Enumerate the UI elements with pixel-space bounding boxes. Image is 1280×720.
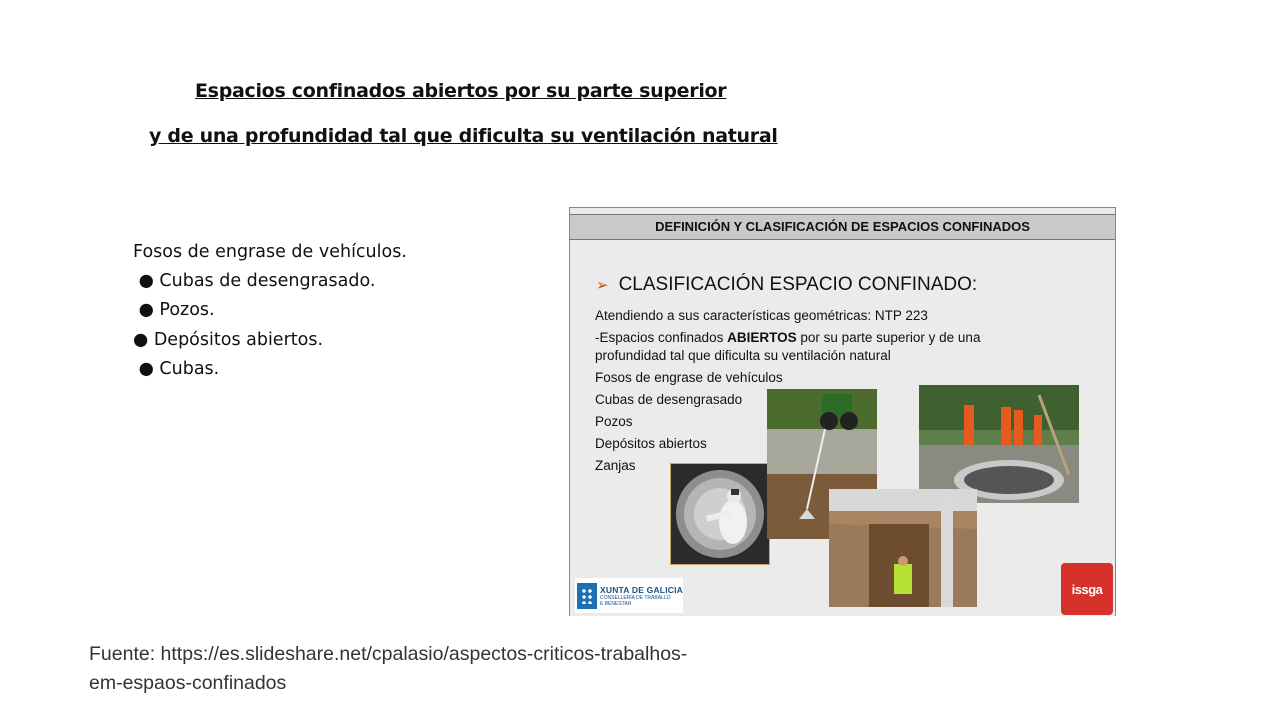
list-item: ● Depósitos abiertos. [133,329,324,350]
slide-item: Cubas de desengrasado [595,392,743,407]
slide-header: DEFINICIÓN Y CLASIFICACIÓN DE ESPACIOS CONFINADOS [570,214,1115,240]
source-caption: Fuente: https://es.slideshare.net/cpalasio/aspectos-criticos-trabalhos-em-espaos-confinados [89,643,688,694]
list-item: Fosos de engrase de vehículos. [133,242,407,262]
slide-heading-text: CLASIFICACIÓN ESPACIO CONFINADO: [618,274,978,295]
desc-prefix: -Espacios confinados [595,330,728,345]
slide-heading [596,274,977,296]
slide-item: Depósitos abiertos [595,436,707,451]
bullet-list [133,238,407,384]
list-item: ● Pozos. [133,300,215,321]
title-line-1: Espacios confinados abiertos por su parte superior [195,80,727,102]
slide-description-line2: profundidad tal que dificulta su ventilación natural [595,348,891,363]
embedded-slide [569,207,1116,616]
photo-tank-worker [670,463,770,565]
slide-item: Pozos [595,414,633,429]
issga-logo [1061,563,1113,615]
xunta-galicia-logo [575,578,683,613]
photo-trench [829,489,977,607]
list-item: ● Cubas de desengrasado. [133,271,376,292]
photo-workers-tank [919,385,1079,503]
issga-logo-text: issga [1071,581,1103,597]
slide-item: Fosos de engrase de vehículos [595,370,783,385]
logo-title: XUNTA DE GALICIA [600,584,684,595]
title-line-2: y de una profundidad tal que dificulta su ventilación natural [149,125,778,147]
logo-subtitle-1: CONSELLERÍA DE TRABALLO [600,594,671,601]
arrow-bullet-icon: ➢ [596,277,609,294]
slide-item: Zanjas [595,458,636,473]
desc-bold: ABIERTOS [727,330,797,345]
list-item: ● Cubas. [133,358,220,379]
xunta-shield-icon [577,583,597,609]
slide-intro: Atendiendo a sus características geométricas: NTP 223 [595,308,928,323]
logo-subtitle-2: E BENESTAR [600,600,632,607]
slide-description [595,330,980,345]
desc-suffix: por su parte superior y de una [796,330,981,345]
